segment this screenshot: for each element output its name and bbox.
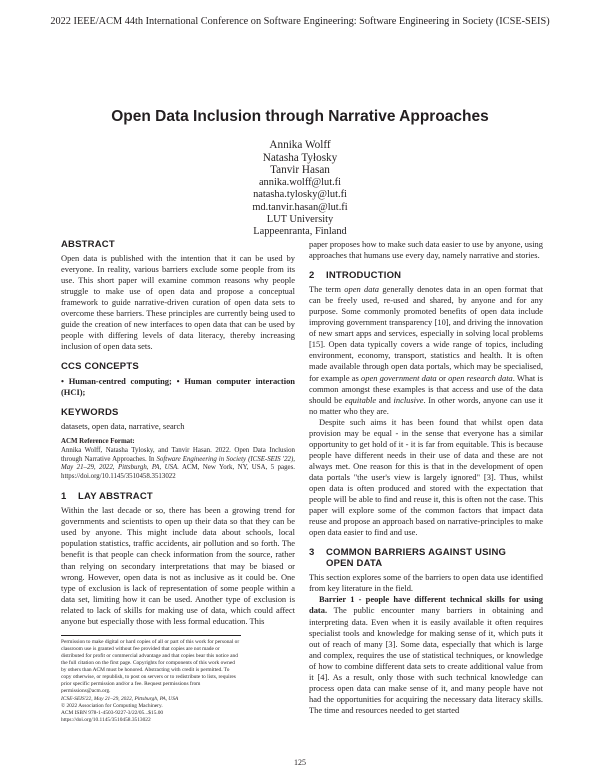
author-email: annika.wolff@lut.fi — [258, 176, 342, 188]
permission-text: Permission to make digital or hard copies of all or part of this work for personal or classroom use is granted without fee provided that copies are not made or distributed for profit or commercial advantage and that copies bear this notice and the full citation on the first page. Copyrights for components of this work owned by others than ACM must be honored. Abstracting with credit is permitted. To copy otherwise, or republish, to post on servers or to redistribute to lists, requires prior specific permission and/or a fee. Request permissions from permissions@acm.org. — [61, 638, 240, 695]
affiliation: LUT University — [266, 214, 334, 225]
section-2-heading: 2 INTRODUCTION — [309, 270, 402, 282]
paper-title: Open Data Inclusion through Narrative Approaches — [111, 108, 489, 125]
acm-reference-heading: ACM Reference Format: — [61, 437, 135, 445]
keywords-heading: KEYWORDS — [61, 406, 119, 418]
acm-reference-text: Annika Wolff, Natasha Tylosky, and Tanvir Hasan. 2022. Open Data Inclusion through Narrative Approaches. In — [61, 446, 295, 463]
barrier-1-paragraph: Barrier 1 - people have different technical skills for using data. The public encounter many barriers in obtaining and interpreting data. Even when it is easily available it often requires specialist tools and knowledge for making sense of it, which puts it out of reach of many [3]. Some data, especially that which is large and complex, requires the use of statistical techniques, or knowledge of how to combine different data sets to create additional value from it [4]. As a result, only those with such technical knowledge can process open data can make sense of it, and many people have not had the opportunities for acquiring the necessary data literacy skills. The time and resources needed to get started — [309, 594, 543, 715]
author-name: Tanvir Hasan — [270, 164, 330, 177]
section-1-text: Within the last decade or so, there has been a growing trend for governments and scientists to open up their data so that they can be used by anyone. This might include data about schools, local population statistics, traffic accidents, air pollution and so forth. The benefit is that people can check information from the source, rather than relying on secondary interpretations that may be biased or wrong. However, open data is not as inclusive as it could be. One type of exclusion is lack of representation of some people within a data set, limiting how it can be used. Another type of exclusion is related to lack of skills for making use of data, which could affect anyone but especially those with less formal education. This — [61, 505, 295, 626]
section-3-intro: This section explores some of the barriers to open data use identified from key literature in the field. — [309, 572, 543, 594]
copyright-footnote — [61, 635, 241, 724]
acm-reference — [61, 438, 295, 483]
keywords-text: datasets, open data, narrative, search — [61, 420, 185, 431]
abstract-text: Open data is published with the intention that it can be used by everyone. In reality, various barriers exclude some people from its use. This short paper will examine common reasons why people struggle to make use of open data and propose a conceptual framework to guide narrative-driven curation of open data sets to overcome these barriers. These principles are currently being used to guide the creation of new interfaces to open data that can be used by people with differing levels of data literacy, thereby increasing inclusion of open data sets. — [61, 253, 295, 352]
left-column — [61, 239, 295, 724]
section-1-heading: 1 LAY ABSTRACT — [61, 491, 153, 503]
conference-header: 2022 IEEE/ACM 44th International Conference on Software Engineering: Software Engineering in Society (ICSE-SEIS) — [50, 16, 550, 27]
section-2-paragraph-1: The term open data generally denotes data in an open format that can be freely used, re-used and shared, by anyone and for any purpose. Some commonly promoted benefits of open data include improving government transparency [10], and driving the innovation of new smart apps and services, especially in solving local problems [15]. Open data typically covers a wide range of topics, including environment, economy, transport, statistics and health. It is often made available through open data portals, which may be specialised, for example as open government data or open research data. What is common amongst these examples is that access and use of the data should be equitable and inclusive. In other words, anyone can use it no matter who they are. — [309, 284, 544, 416]
ccs-heading: CCS CONCEPTS — [61, 361, 139, 373]
ccs-text: • Human-centred computing; • Human computer interaction (HCI); — [61, 375, 295, 397]
author-name: Annika Wolff — [269, 139, 331, 151]
section-2-paragraph-2: Despite such aims it has been found that whilst open data provision may be equal - in the sense that everyone has a similar opportunity to get hold of it - it is far from equitable. This is because people have different needs in their use of data and these are not always met. One reason for this is that in the development of open data portals "the user's view is largely ignored" [3]. Thus, whilst open data is often produced and stored with the expectation that people will be able to find and reuse it, this is often not the case. This paper will explore some of the common factors that impact data reuse and propose an approach based on narrative-principles to make open data easier to find and use. — [309, 416, 543, 538]
author-block — [0, 139, 600, 239]
footnote-venue: ICSE-SEIS'22, May 21–29, 2022, Pittsburgh, PA, USA — [61, 695, 179, 702]
page-number: 125 — [294, 758, 306, 767]
continuation-text: paper proposes how to make such data easier to use by anyone, using approaches that humans use every day, namely narrative and stories. — [309, 239, 543, 261]
affiliation-location: Lappeenranta, Finland — [253, 226, 347, 238]
footnote-copyright: © 2022 Association for Computing Machinery. — [61, 702, 163, 709]
acm-reference-venue: Software Engineering in Society (ICSE-SEIS '22), May 21–29, 2022, Pittsburgh, PA, USA. — [61, 455, 295, 472]
footnote-doi: https://doi.org/10.1145/3510458.3513022 — [61, 716, 151, 723]
author-email: natasha.tylosky@lut.fi — [253, 189, 347, 201]
abstract-heading: ABSTRACT — [61, 239, 115, 250]
acm-reference-doi: ACM, New York, NY, USA, 5 pages. https://doi.org/10.1145/3510458.3513022 — [61, 464, 295, 481]
author-email: md.tanvir.hasan@lut.fi — [252, 201, 348, 213]
author-name: Natasha Tyłosky — [262, 151, 338, 164]
footnote-isbn: ACM ISBN 978-1-4503-9227-3/22/05...$15.00 — [61, 709, 164, 716]
right-column — [309, 239, 543, 716]
section-3-heading: 3 COMMON BARRIERS AGAINST USING OPEN DATA — [309, 547, 507, 570]
